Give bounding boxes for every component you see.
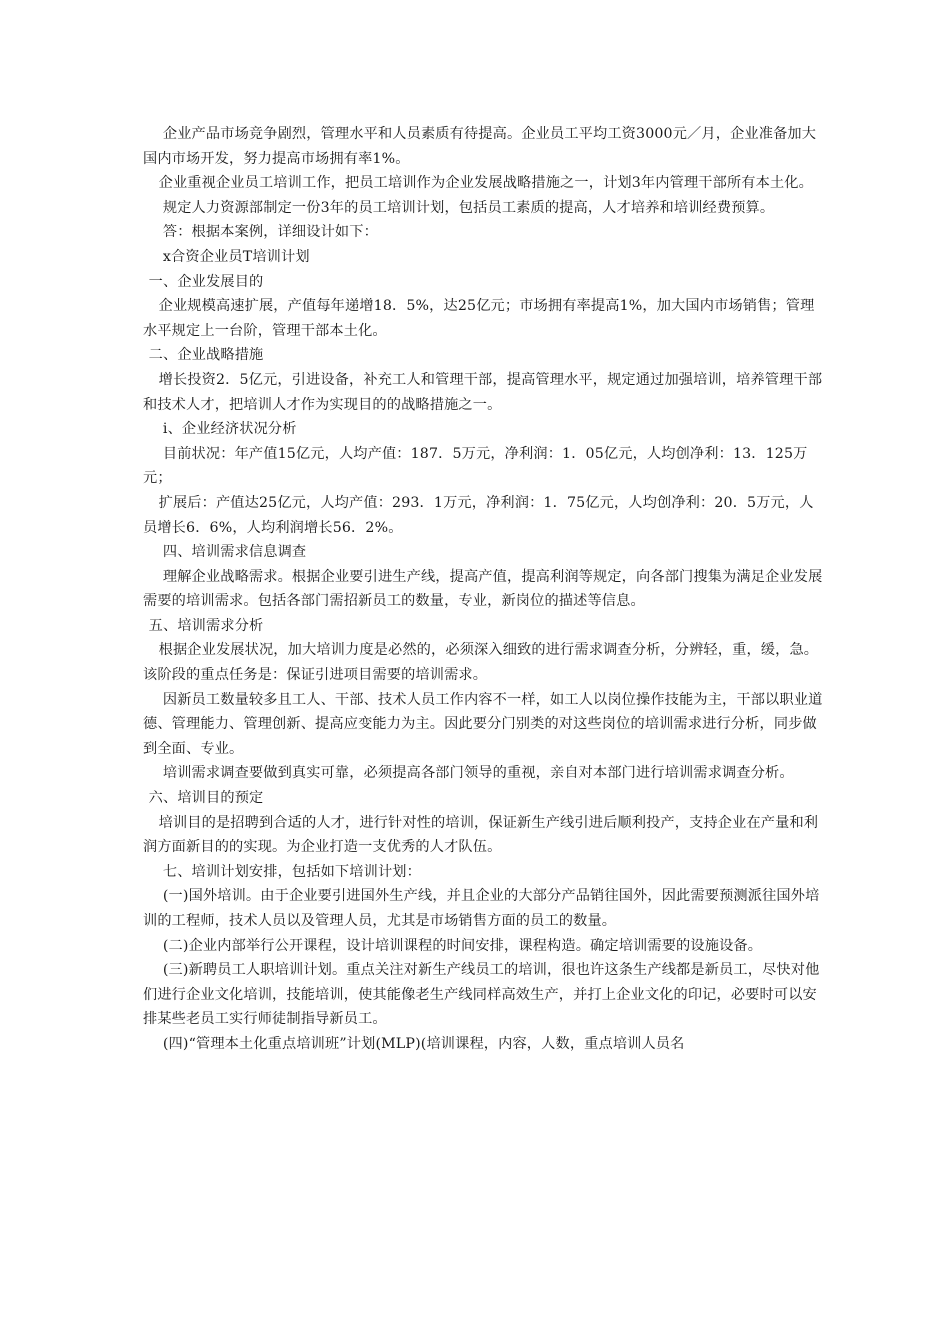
section-heading-6: 六、培训目的预定: [148, 790, 264, 807]
paragraph-survey-reliability: 培训需求调查要做到真实可靠，必须提高各部门领导的重视，亲自对本部门进行培训需求调查分析。: [162, 765, 794, 782]
paragraph-hr-requirement: 规定人力资源部制定一份3年的员工培训计划，包括员工素质的提高，人才培养和培训经费预算。: [162, 199, 775, 216]
paragraph-development-goal: 企业规模高速扩展，产值每年递增18．5%，达25亿元；市场拥有率提高1%，加大国内市场销售；管理水平规定上一台阶，管理干部本土化。: [143, 298, 815, 339]
paragraph-training-goal: 培训目的是招聘到合适的人才，进行针对性的培训，保证新生产线引进后顺利投产，支持企业在产量和利润方面新目的的实现。为企业打造一支优秀的人才队伍。: [143, 814, 819, 856]
paragraph-market-competition: 企业产品市场竞争剧烈，管理水平和人员素质有待提高。企业员工平均工资3000元／月，企业准备加大国内市场开发，努力提高市场拥有率1%。: [143, 126, 817, 167]
paragraph-needs-survey: 理解企业战略需求。根据企业要引进生产线，提高产值，提高利润等规定，向各部门搜集为满足企业发展需要的培训需求。包括各部门需招新员工的数量，专业，新岗位的描述等信息。: [143, 568, 823, 610]
section-heading-1: 一、企业发展目的: [148, 273, 264, 290]
paragraph-plan-overseas: (一)国外培训。由于企业要引进国外生产线，并且企业的大部分产品销往国外，因此需要预测派往国外培训的工程师，技术人员以及管理人员，尤其是市场销售方面的员工的数量。: [143, 888, 820, 929]
paragraph-after-expansion: 扩展后：产值达25亿元，人均产值：293．1万元，净利润：1．75亿元，人均创净利：20．5万元，人员增长6．6%，人均利润增长56．2%。: [143, 494, 814, 536]
paragraph-plan-internal: (二)企业内部举行公开课程，设计培训课程的时间安排，课程构造。确定培训需要的设施设备。: [162, 937, 763, 954]
plan-title: x合资企业员T培训计划: [162, 248, 310, 265]
paragraph-plan-new-hire: (三)新聘员工人职培训计划。重点关注对新生产线员工的培训，很也许这条生产线都是新员工，尽快对他们进行企业文化培训，技能培训，使其能像老生产线同样高效生产，并打上企业文化的印记，必要时可以安排某些老员工实行师徒制指导新员工。: [143, 962, 820, 1028]
section-heading-7: 七、培训计划安排，包括如下培训计划：: [162, 863, 421, 880]
paragraph-needs-analysis: 根据企业发展状况，加大培训力度是必然的，必须深入细致的进行需求调查分析，分辨轻，重，缓，急。该阶段的重点任务是：保证引进项目需要的培训需求。: [143, 642, 819, 684]
document-body: [143, 122, 823, 1057]
paragraph-current-status: 目前状况：年产值15亿元，人均产值：187．5万元，净利润：1．05亿元，人均创净利：13．125万元；: [143, 445, 808, 487]
section-heading-5: 五、培训需求分析: [148, 617, 264, 634]
section-heading-2: 二、企业战略措施: [148, 347, 264, 364]
paragraph-plan-mlp: (四)“管理本土化重点培训班”计划(MLP)(培训课程，内容，人数，重点培训人员名: [162, 1035, 685, 1052]
paragraph-answer-intro: 答：根据本案例，详细设计如下：: [162, 224, 378, 241]
section-heading-4: 四、培训需求信息调查: [162, 544, 307, 561]
section-heading-3: i、企业经济状况分析: [162, 421, 297, 438]
paragraph-staff-categories: 因新员工数量较多且工人、干部、技术人员工作内容不一样，如工人以岗位操作技能为主，干部以职业道德、管理能力、管理创新、提高应变能力为主。因此要分门别类的对这些岗位的培训需求进行分析，同步做到全面、专业。: [143, 691, 823, 757]
paragraph-training-strategy: 企业重视企业员工培训工作，把员工培训作为企业发展战略措施之一，计划3年内管理干部所有本土化。: [158, 175, 813, 192]
paragraph-strategy-measures: 增长投资2．5亿元，引进设备，补充工人和管理干部，提高管理水平，规定通过加强培训，培养管理干部和技术人才，把培训人才作为实现目的的战略措施之一。: [143, 371, 823, 413]
